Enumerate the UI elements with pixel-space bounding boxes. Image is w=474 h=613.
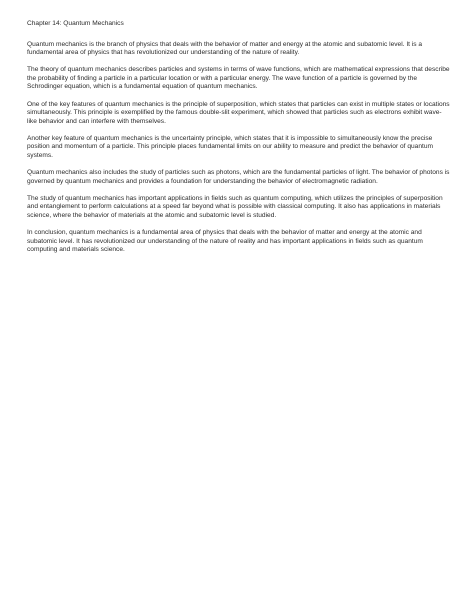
paragraph-conclusion: In conclusion, quantum mechanics is a fundamental area of physics that deals with the behavior of matter and energy at the atomic and subatomic level. It has revolutionized our understanding of the nature of reality and has important applications in fields such as quantum computing and materials science. (27, 229, 423, 254)
paragraph-applications: The study of quantum mechanics has important applications in fields such as quantum computing, which utilizes the principles of superposition and entanglement to perform calculations at a speed far beyond what is possible with classical computing. It also has applications in materials science, where the behavior of materials at the atomic and subatomic level is studied. (27, 194, 443, 219)
paragraph-wave-functions: The theory of quantum mechanics describes particles and systems in terms of wave functions, which are mathematical expressions that describe the probability of finding a particle in a particular location or with a particular energy. The wave function of a particle is governed by the Schrodinger equation, which is a fundamental equation of quantum mechanics. (27, 66, 450, 91)
paragraph-introduction: Quantum mechanics is the branch of physics that deals with the behavior of matter and energy at the atomic and subatomic level. It is a fundamental area of physics that has revolutionized our understanding of the nature of reality. (27, 40, 423, 57)
paragraph-uncertainty: Another key feature of quantum mechanics is the uncertainty principle, which states that it is impossible to simultaneously know the precise position and momentum of a particle. This principle places fundamental limits on our ability to measure and predict the behavior of quantum systems. (27, 134, 433, 160)
paragraph-photons: Quantum mechanics also includes the study of particles such as photons, which are the fundamental particles of light. The behavior of photons is governed by quantum mechanics and provides a foundation for understanding the behavior of electromagnetic radiation. (27, 169, 450, 185)
chapter-title: Chapter 14: Quantum Mechanics (27, 20, 124, 27)
paragraph-superposition: One of the key features of quantum mechanics is the principle of superposition, which states that particles can exist in multiple states or locations simultaneously. This principle is exemplified by the famous double-slit experiment, which showed that particles such as electrons exhibit wave-like behavior and can interfere with themselves. (27, 100, 450, 125)
